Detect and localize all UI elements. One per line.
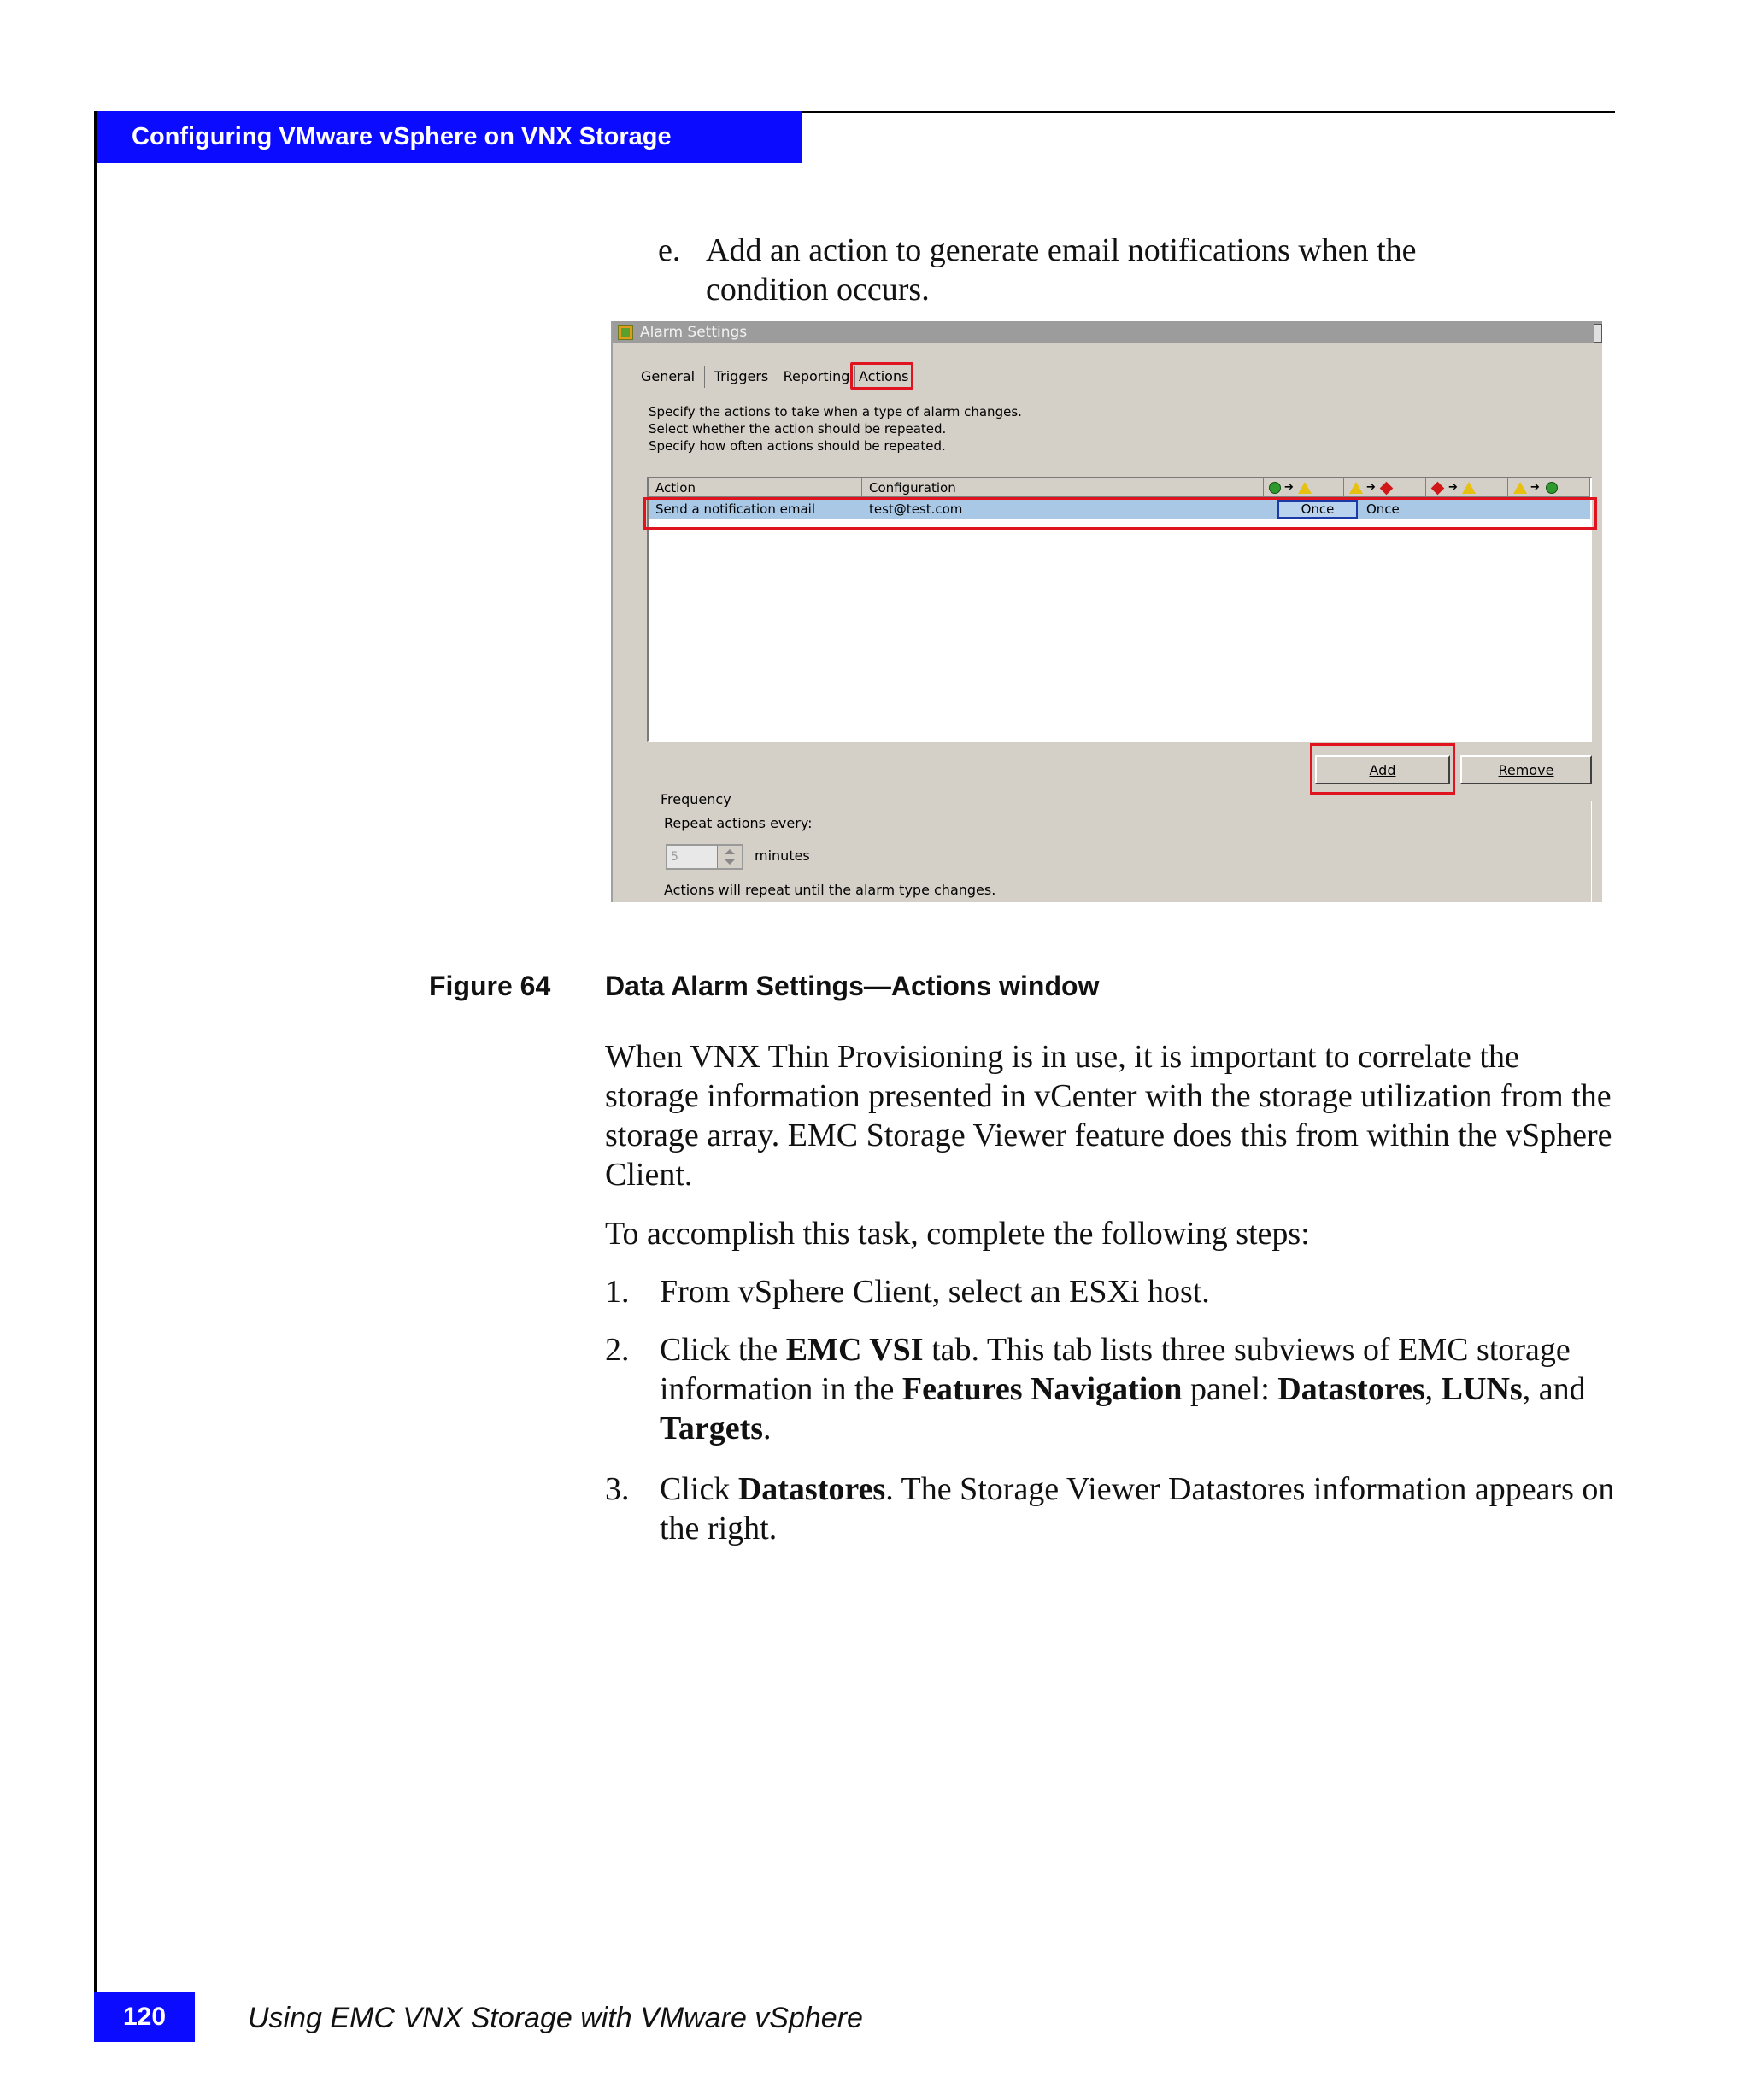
repeat-minutes-input[interactable]: 5 [666,844,743,870]
alert-status-icon [1431,482,1445,496]
add-button-highlight [1310,743,1455,795]
step-2-text-part: Click the [660,1332,786,1368]
step-3 [605,1469,1615,1548]
row-highlight [643,497,1597,530]
column-header-configuration[interactable]: Configuration [862,478,1264,497]
footer-title: Using EMC VNX Storage with VMware vSphere [248,2002,863,2034]
cell-repeat-warning-to-alert[interactable]: Once [1366,502,1400,517]
column-header-action[interactable]: Action [649,478,862,497]
figure-label: Figure 64 [429,971,551,1001]
column-header-warning-to-normal[interactable] [1508,478,1590,497]
instruction-line-1: Specify the actions to take when a type of alarm changes. [649,404,1022,419]
figure-title: Data Alarm Settings—Actions window [605,971,1100,1001]
step-2-text-part: panel: [1182,1371,1278,1407]
step-e-marker: e. [658,232,681,268]
repeat-minutes-spinner[interactable] [717,846,742,868]
ok-status-icon [1269,482,1281,494]
column-header-alert-to-warning[interactable] [1426,478,1508,497]
body-paragraph-1: When VNX Thin Provisioning is in use, it is important to correlate the storage information presented in vCenter with the storage utilization from the storage array. EMC Storage Viewer feature does this from within the vSphere Client. [605,1039,1612,1193]
tab-triggers[interactable]: Triggers [705,366,778,388]
header-rule [802,111,1615,113]
window-title: Alarm Settings [640,324,748,341]
window-titlebar [613,321,1602,343]
step-1-text [660,1272,1615,1311]
cell-repeat-normal-to-warning[interactable]: Once [1277,500,1358,519]
step-2-bold-emc-vsi: EMC VSI [785,1332,924,1368]
close-icon[interactable] [1594,324,1602,343]
tab-reporting[interactable]: Reporting [778,366,855,388]
warning-status-icon [1298,482,1312,494]
add-button-label: Add [1369,762,1396,778]
step-2-bold-datastores: Datastores [1277,1371,1425,1407]
step-2-text [660,1330,1615,1448]
step-2-text-part: tab. This tab lists three subviews of EMC storage information in the [660,1332,1571,1407]
cell-action: Send a notification email [655,502,815,517]
step-2-text-part: , and [1522,1371,1586,1407]
step-1 [605,1272,1615,1311]
step-3-number: 3. [605,1471,630,1507]
remove-button[interactable] [1460,755,1592,784]
minutes-label: minutes [755,848,810,864]
instruction-line-2: Select whether the action should be repeated. [649,421,947,437]
column-header-warning-to-alert[interactable] [1344,478,1426,497]
step-2-text-part: , [1424,1371,1442,1407]
ok-status-icon [1546,482,1558,494]
step-e [658,231,1538,309]
arrow-icon: ➔ [1366,481,1376,494]
repeat-note: Actions will repeat until the alarm type changes. [664,882,996,898]
cell-configuration[interactable]: test@test.com [869,502,963,517]
column-header-normal-to-warning[interactable] [1264,478,1344,497]
left-margin-rule [94,111,97,2042]
warning-status-icon [1513,482,1527,494]
arrow-icon: ➔ [1284,481,1294,494]
body-paragraph-2: To accomplish this task, complete the following steps: [605,1216,1310,1252]
tab-general[interactable]: General [631,366,705,388]
instruction-line-3: Specify how often actions should be repeated. [649,438,946,454]
vsphere-app-icon [618,325,633,340]
step-3-text [660,1469,1615,1548]
alert-status-icon [1380,482,1394,496]
repeat-label: Repeat actions every: [664,815,813,831]
arrow-icon: ➔ [1448,481,1458,494]
step-e-text: Add an action to generate email notifications when the condition occurs. [706,232,1417,308]
tab-actions[interactable]: Actions [859,368,909,384]
step-3-text-part: Click [660,1471,738,1507]
alarm-settings-window [611,321,1602,902]
tab-actions-highlight [850,362,913,390]
warning-status-icon [1349,482,1363,494]
step-2-bold-luns: LUNs [1441,1371,1523,1407]
step-2-text-part: . [763,1411,772,1446]
step-2-bold-features-navigation: Features Navigation [901,1371,1183,1407]
page-number: 120 [94,1992,195,2042]
step-1-number: 1. [605,1274,630,1310]
step-3-bold-datastores: Datastores [737,1471,886,1507]
step-1-text-part: From vSphere Client, select an ESXi host. [660,1274,1210,1310]
arrow-icon: ➔ [1530,481,1540,494]
chapter-header: Configuring VMware vSphere on VNX Storage [94,111,802,163]
step-2-bold-targets: Targets [660,1411,764,1446]
warning-status-icon [1462,482,1476,494]
step-2-number: 2. [605,1332,630,1368]
remove-button-label: Remove [1498,762,1554,778]
step-3-text-part: . The Storage Viewer Datastores information appears on the right. [660,1471,1615,1546]
frequency-legend: Frequency [657,791,735,807]
step-2 [605,1330,1615,1448]
